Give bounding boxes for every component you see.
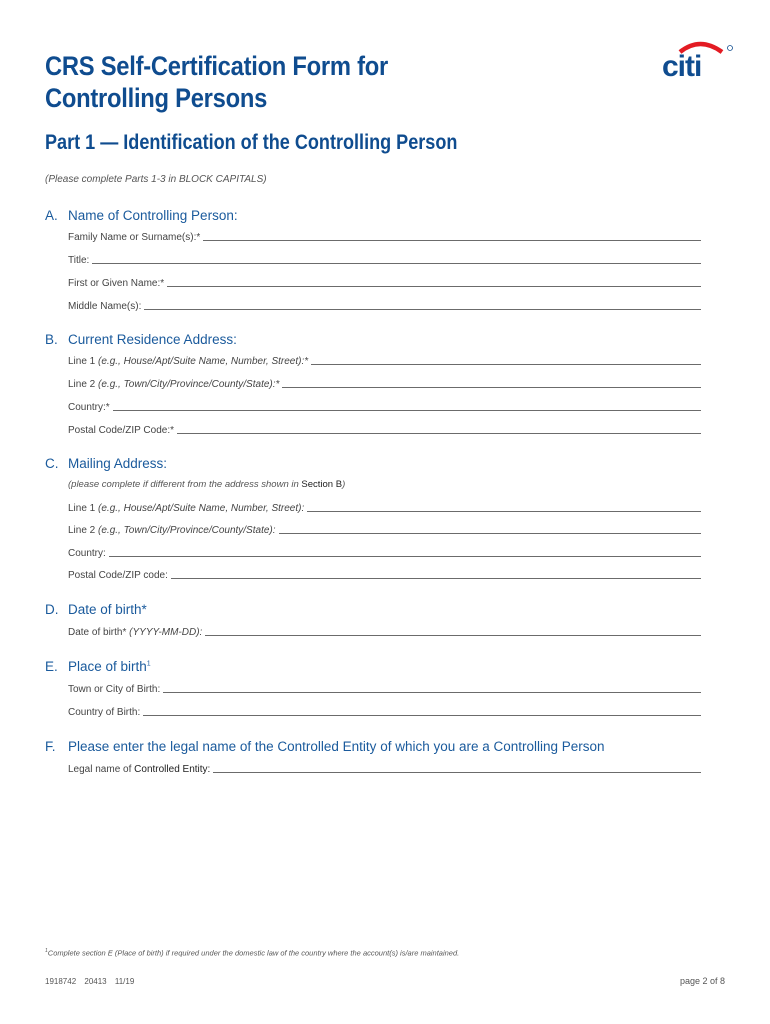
field-label — [68, 356, 311, 367]
controlled-entity-input[interactable] — [213, 762, 701, 773]
field-label-text: Line 2 — [68, 379, 99, 390]
section-b-heading — [45, 332, 237, 347]
field-label — [68, 764, 213, 775]
footnote — [45, 948, 459, 958]
first-name-field[interactable] — [68, 275, 701, 289]
residence-postal-field[interactable] — [68, 422, 701, 436]
section-a-heading — [45, 208, 238, 223]
mailing-line1-input[interactable] — [307, 501, 701, 512]
section-c-note — [68, 479, 345, 490]
residence-postal-input[interactable] — [177, 423, 701, 434]
mailing-line2-input[interactable] — [279, 523, 701, 534]
note-bold: Section B — [301, 479, 343, 490]
section-letter: D. — [45, 602, 59, 617]
form-title-line2: Controlling Persons — [45, 83, 268, 113]
birth-country-input[interactable] — [143, 705, 701, 716]
svg-text:citi: citi — [662, 50, 702, 80]
section-letter: A. — [45, 208, 58, 223]
section-c-heading — [45, 456, 167, 471]
form-title — [45, 50, 388, 114]
field-hint: (YYYY-MM-DD): — [129, 627, 203, 638]
field-label: Postal Code/ZIP Code:* — [68, 425, 174, 436]
mailing-line1-field[interactable] — [68, 500, 701, 514]
page-number: page 2 of 8 — [679, 976, 725, 986]
field-label: Country:* — [68, 402, 110, 413]
note-text: (please complete if different from the address shown in — [68, 479, 302, 490]
title-input[interactable] — [92, 253, 701, 264]
instruction-text: (Please complete Parts 1-3 in BLOCK CAPITALS) — [45, 174, 267, 185]
residence-line2-field[interactable] — [68, 376, 701, 390]
section-title: Please enter the legal name of the Controlled Entity of which you are a Controlling Person — [68, 739, 605, 754]
footnote-ref: 1 — [146, 660, 151, 668]
birth-city-field[interactable] — [68, 681, 701, 695]
section-letter: C. — [45, 456, 59, 471]
field-label: First or Given Name:* — [68, 278, 165, 289]
date-of-birth-field[interactable] — [68, 624, 701, 638]
field-label: Country: — [68, 548, 106, 559]
field-label — [68, 379, 282, 390]
field-label-text: Line 1 — [68, 503, 99, 514]
field-hint: (e.g., House/Apt/Suite Name, Number, Street): — [98, 503, 305, 514]
field-hint: (e.g., House/Apt/Suite Name, Number, Street):* — [98, 356, 309, 367]
family-name-field[interactable] — [68, 229, 701, 243]
section-title: Name of Controlling Person: — [68, 208, 238, 223]
first-name-input[interactable] — [167, 276, 701, 287]
controlled-entity-field[interactable] — [68, 761, 701, 775]
section-title: Date of birth* — [68, 602, 147, 617]
mailing-postal-field[interactable] — [68, 567, 701, 581]
family-name-input[interactable] — [203, 230, 701, 241]
field-hint: (e.g., Town/City/Province/County/State): — [98, 525, 276, 536]
field-label: Middle Name(s): — [68, 301, 142, 312]
section-title: Place of birth — [68, 659, 147, 674]
field-hint: (e.g., Town/City/Province/County/State):* — [98, 379, 280, 390]
field-label — [68, 503, 307, 514]
residence-line2-input[interactable] — [282, 377, 701, 388]
field-label: Family Name or Surname(s):* — [68, 232, 201, 243]
field-label-text: Line 2 — [68, 525, 99, 536]
residence-country-input[interactable] — [113, 400, 701, 411]
part-title: Part 1 — Identification of the Controlling Person — [45, 131, 458, 154]
residence-country-field[interactable] — [68, 399, 701, 413]
middle-name-field[interactable] — [68, 298, 701, 312]
section-letter: B. — [45, 332, 58, 347]
mailing-country-field[interactable] — [68, 545, 701, 559]
middle-name-input[interactable] — [144, 299, 701, 310]
note-text: ) — [342, 479, 346, 490]
section-title: Mailing Address: — [68, 456, 168, 471]
birth-city-input[interactable] — [163, 682, 701, 693]
section-letter: F. — [45, 739, 56, 754]
field-label-text: Date of birth* — [68, 627, 130, 638]
section-f-heading — [45, 739, 605, 754]
section-e-heading — [45, 659, 151, 674]
field-label: Country of Birth: — [68, 707, 141, 718]
form-code: 1918742 20413 11/19 — [45, 977, 135, 986]
residence-line1-input[interactable] — [311, 354, 701, 365]
field-label: Town or City of Birth: — [68, 684, 161, 695]
footnote-text: Complete section E (Place of birth) if required under the domestic law of the country where the account(s) is/are maintained. — [47, 948, 460, 958]
citi-logo — [660, 38, 735, 80]
mailing-country-input[interactable] — [109, 546, 701, 557]
title-field[interactable] — [68, 252, 701, 266]
mailing-postal-input[interactable] — [171, 568, 701, 579]
field-label-bold: Controlled Entity: — [134, 764, 211, 775]
date-of-birth-input[interactable] — [205, 625, 701, 636]
field-label — [68, 525, 279, 536]
section-title: Current Residence Address: — [68, 332, 237, 347]
section-d-heading — [45, 602, 147, 617]
field-label-text: Line 1 — [68, 356, 99, 367]
section-letter: E. — [45, 659, 58, 674]
footnote-number: 1 — [45, 948, 48, 954]
field-label — [68, 627, 205, 638]
field-label: Title: — [68, 255, 90, 266]
mailing-line2-field[interactable] — [68, 522, 701, 536]
form-title-line1: CRS Self-Certification Form for — [45, 51, 388, 81]
field-label-text: Legal name of — [68, 764, 135, 775]
birth-country-field[interactable] — [68, 704, 701, 718]
residence-line1-field[interactable] — [68, 353, 701, 367]
field-label: Postal Code/ZIP code: — [68, 570, 168, 581]
